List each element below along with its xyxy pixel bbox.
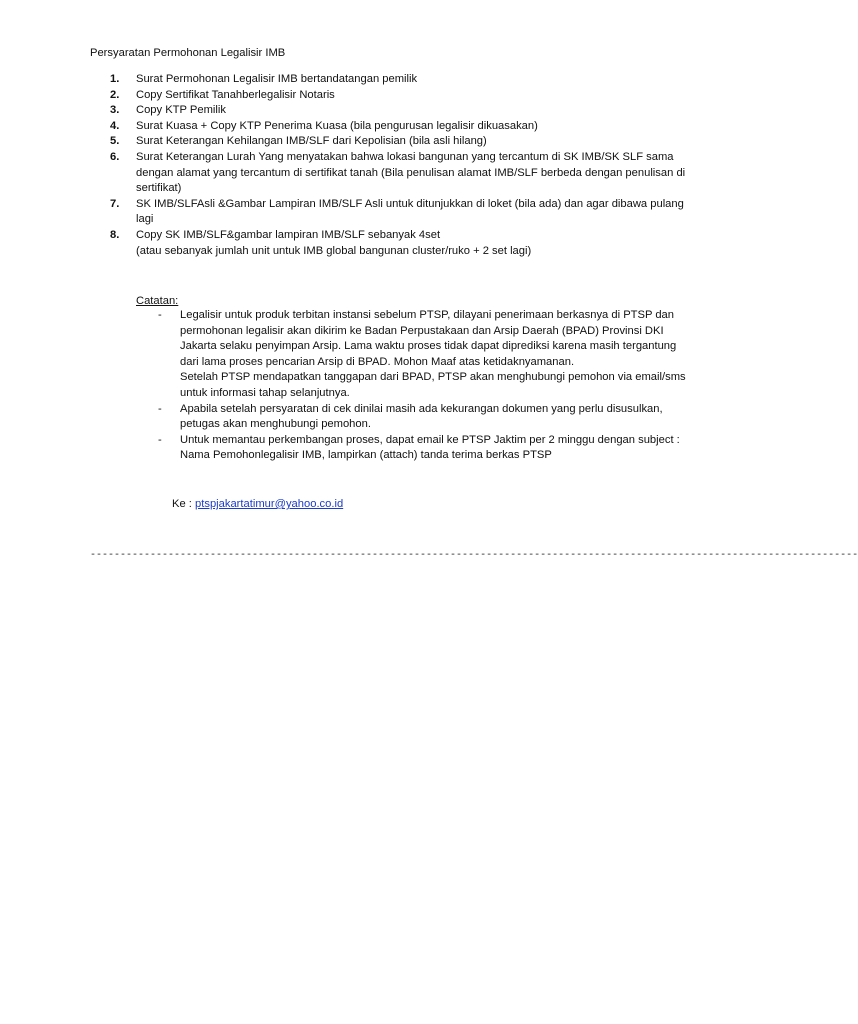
item-number: 6.	[110, 150, 120, 163]
contact-prefix: Ke :	[172, 498, 196, 510]
list-item	[110, 134, 690, 150]
dash-bullet: -	[158, 402, 162, 415]
item-text: Surat Permohonan Legalisir IMB bertandatangan pemilik	[136, 73, 418, 85]
item-text: SK IMB/SLFAsli &Gambar Lampiran IMB/SLF Asli untuk ditunjukkan di loket (bila ada) dan agar dibawa pulang lagi	[136, 197, 684, 226]
list-item	[158, 308, 688, 402]
item-text: Copy Sertifikat Tanahberlegalisir Notaris	[136, 88, 335, 101]
notes-heading: Catatan:	[136, 295, 179, 307]
note-text: Untuk memantau perkembangan proses, dapat email ke PTSP Jaktim per 2 minggu dengan subject : Nama Pemohonlegalisir IMB, lampirkan (attach) tanda terima berkas PTSP	[180, 433, 680, 462]
item-subtext: (atau sebanyak jumlah unit untuk IMB global bangunan cluster/ruko + 2 set lagi)	[136, 244, 532, 257]
item-text: Surat Keterangan Lurah Yang menyatakan bahwa lokasi bangunan yang tercantum di SK IMB/SK SLF sama dengan alamat yang tercantum di sertifikat tanah (Bila penulisan alamat IMB/SLF berbeda dengan penulisan di sertifikat)	[136, 150, 686, 195]
list-item	[110, 228, 690, 259]
email-link[interactable]: ptspjakartatimur@yahoo.co.id	[195, 498, 344, 510]
item-number: 8.	[110, 228, 120, 241]
item-text: Surat Kuasa + Copy KTP Penerima Kuasa (bila pengurusan legalisir dikuasakan)	[136, 119, 538, 132]
list-item	[110, 197, 690, 228]
notes-list	[158, 308, 688, 464]
list-item	[158, 402, 688, 433]
document-title: Persyaratan Permohonan Legalisir IMB	[90, 47, 286, 59]
dashed-divider: --------------------------------------------------------------------------------------------------------------------------------	[90, 550, 858, 561]
item-number: 3.	[110, 104, 120, 117]
list-item	[110, 88, 690, 104]
list-item	[110, 119, 690, 135]
item-number: 5.	[110, 135, 120, 148]
requirements-list	[110, 72, 690, 259]
item-text: Surat Keterangan Kehilangan IMB/SLF dari Kepolisian (bila asli hilang)	[136, 135, 487, 148]
list-item	[110, 150, 690, 197]
item-text: Copy SK IMB/SLF&gambar lampiran IMB/SLF sebanyak 4set	[136, 228, 441, 241]
list-item	[158, 433, 688, 464]
item-number: 1.	[110, 73, 120, 85]
item-number: 4.	[110, 119, 120, 132]
item-text: Copy KTP Pemilik	[136, 104, 226, 117]
dash-bullet: -	[158, 433, 162, 446]
list-item	[110, 103, 690, 119]
item-number: 2.	[110, 88, 120, 101]
note-text: Legalisir untuk produk terbitan instansi sebelum PTSP, dilayani penerimaan berkasnya di PTSP dan permohonan legalisir akan dikirim ke Badan Perpustakaan dan Arsip Daerah (BPAD) Provinsi DKI Jakarta selaku penyimpan Arsip. Lama waktu proses tidak dapat diprediksi karena masih tergantung dari lama proses pencarian Arsip di BPAD. Mohon Maaf atas ketidaknyamanan.	[180, 309, 677, 368]
item-number: 7.	[110, 197, 120, 210]
note-text: Apabila setelah persyaratan di cek dinilai masih ada kekurangan dokumen yang perlu disusulkan, petugas akan menghubungi pemohon.	[180, 402, 663, 431]
list-item	[110, 72, 690, 88]
contact-line	[172, 497, 343, 513]
note-subtext: Setelah PTSP mendapatkan tanggapan dari BPAD, PTSP akan menghubungi pemohon via email/sms untuk informasi tahap selanjutnya.	[180, 371, 686, 399]
dash-bullet: -	[158, 309, 162, 321]
